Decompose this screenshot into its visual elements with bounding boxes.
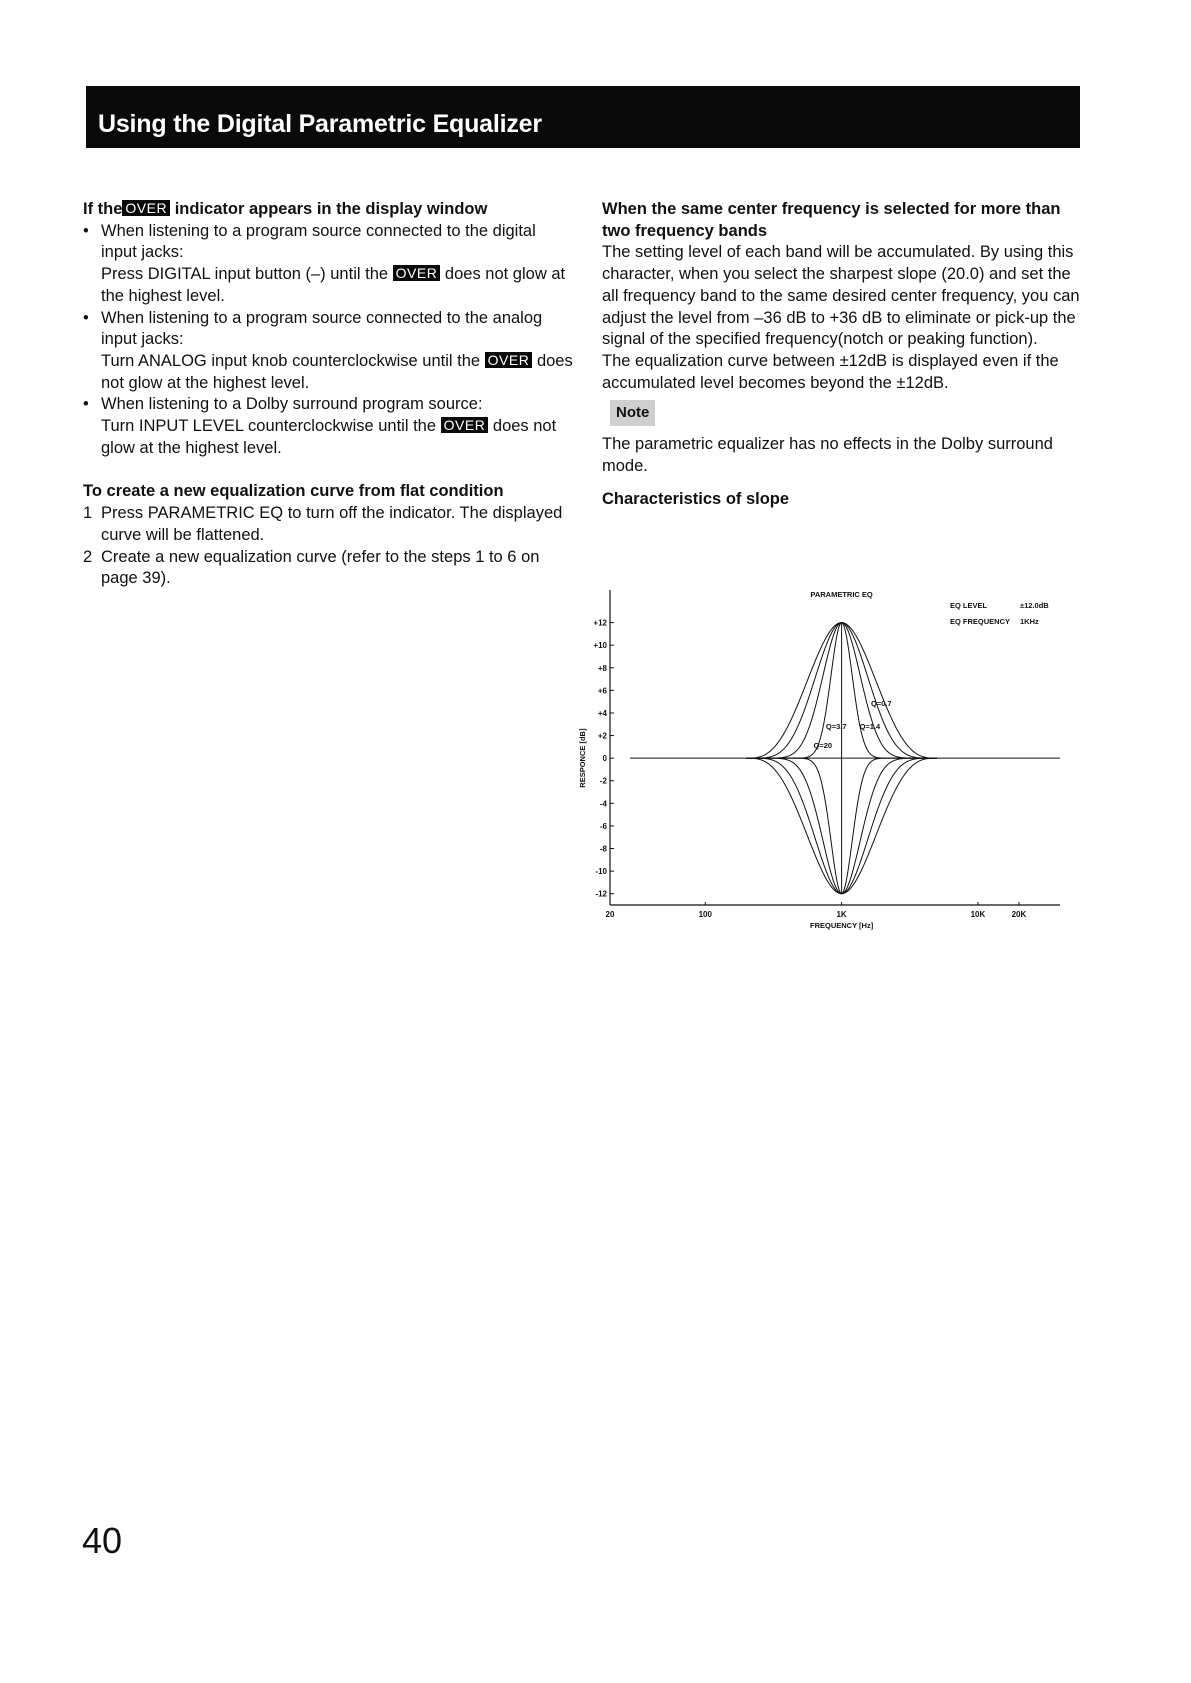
- chart-title: PARAMETRIC EQ: [810, 590, 873, 599]
- bullet-instruction: [101, 264, 573, 307]
- info-value: 1KHz: [1020, 617, 1039, 626]
- step-text: Create a new equalization curve (refer to the steps 1 to 6 on page 39).: [101, 547, 540, 588]
- slope-chart-svg: [575, 580, 1075, 940]
- bullet-condition: When listening to a program source connected to the analog input jacks:: [101, 308, 543, 349]
- y-axis-title: RESPONCE [dB]: [578, 728, 587, 788]
- step-item: [83, 503, 573, 546]
- slope-heading: Characteristics of slope: [602, 490, 790, 509]
- y-tick-label: +12: [593, 618, 607, 628]
- y-tick-label: 0: [602, 754, 607, 764]
- chart-labels: [578, 590, 1049, 930]
- over-indicator-heading: [83, 199, 573, 221]
- heading-text-post: indicator appears in the display window: [170, 200, 488, 218]
- right-column: [602, 199, 1082, 511]
- bullet-dot: •: [83, 308, 89, 327]
- y-tick-label: -12: [595, 889, 607, 899]
- curve-label: Q=3.7: [825, 721, 847, 731]
- y-tick-label: +2: [597, 731, 607, 741]
- bullet-condition: When listening to a program source connected to the digital input jacks:: [101, 221, 536, 262]
- y-tick-label: +6: [597, 686, 607, 696]
- step-number: 1: [83, 504, 93, 523]
- curve-label: Q=1.4: [859, 721, 881, 731]
- chart-axes: [593, 590, 1060, 919]
- over-indicator-badge: OVER: [122, 200, 170, 216]
- instruction-text: Press DIGITAL input button (–) until the: [101, 265, 393, 284]
- instruction-text: does not glow at the highest level.: [101, 265, 566, 305]
- step-number: 2: [83, 547, 93, 566]
- step-item: [83, 547, 573, 590]
- flat-curve-heading: To create a new equalization curve from flat condition: [83, 482, 504, 501]
- info-label: EQ FREQUENCY: [950, 617, 1011, 626]
- same-frequency-paragraph-2: The equalization curve between ±12dB is displayed even if the accumulated level becomes beyond the ±12dB.: [602, 351, 1059, 392]
- bullet-analog: [83, 308, 573, 395]
- slope-chart: [575, 580, 1075, 940]
- info-value: ±12.0dB: [1020, 601, 1049, 610]
- same-frequency-heading: When the same center frequency is selected for more than two frequency bands: [602, 200, 1061, 240]
- bullet-dot: •: [83, 395, 89, 414]
- instruction-text: Turn INPUT LEVEL counterclockwise until the: [101, 417, 441, 436]
- left-column: [83, 199, 573, 590]
- y-tick-label: +10: [593, 641, 607, 651]
- note-label: Note: [610, 400, 655, 426]
- bullet-dot: •: [83, 221, 89, 240]
- instruction-text: does not glow at the highest level.: [101, 351, 573, 392]
- y-tick-label: +8: [597, 663, 607, 673]
- bullet-instruction: [101, 351, 573, 394]
- y-tick-label: +4: [597, 708, 607, 718]
- x-axis-title: FREQUENCY [Hz]: [810, 921, 874, 930]
- bullet-dolby: [83, 394, 573, 459]
- y-tick-label: -2: [599, 776, 607, 786]
- y-tick-label: -8: [599, 844, 607, 854]
- info-label: EQ LEVEL: [950, 601, 988, 610]
- heading-text-pre: If the: [83, 200, 123, 218]
- over-indicator-badge: OVER: [441, 417, 489, 433]
- x-tick-label: 20: [605, 910, 615, 919]
- x-tick-label: 1K: [836, 910, 847, 919]
- instruction-text: does not glow at the highest level.: [101, 417, 557, 457]
- curve-label: Q=0.7: [871, 699, 892, 709]
- over-indicator-badge: OVER: [485, 352, 533, 368]
- bullet-instruction: [101, 416, 573, 459]
- note-text: The parametric equalizer has no effects in the Dolby surround mode.: [602, 435, 1053, 475]
- y-tick-label: -4: [599, 799, 607, 809]
- curve-label: Q=20: [813, 740, 833, 750]
- y-tick-label: -10: [595, 867, 607, 877]
- chart-curves: [630, 623, 1060, 894]
- x-tick-label: 20K: [1011, 910, 1027, 919]
- bullet-digital: [83, 221, 573, 308]
- bullet-condition: When listening to a Dolby surround program source:: [101, 395, 483, 414]
- page-header: [86, 86, 1080, 148]
- step-text: Press PARAMETRIC EQ to turn off the indicator. The displayed curve will be flattened.: [101, 504, 563, 544]
- x-tick-label: 100: [698, 910, 712, 919]
- same-frequency-paragraph-1: The setting level of each band will be accumulated. By using this character, when you select the sharpest slope (20.0) and set the all frequency band to the same desired center frequency, you can adjust the level from –36 dB to +36 dB to eliminate or pick-up the signal of the specified frequency(notch or peaking function).: [602, 243, 1080, 349]
- page-title: Using the Digital Parametric Equalizer: [98, 110, 542, 138]
- y-tick-label: -6: [599, 821, 607, 831]
- x-tick-label: 10K: [970, 910, 986, 919]
- instruction-text: Turn ANALOG input knob counterclockwise until the: [101, 351, 485, 370]
- page-number: 40: [82, 1520, 123, 1561]
- over-indicator-badge: OVER: [393, 265, 441, 281]
